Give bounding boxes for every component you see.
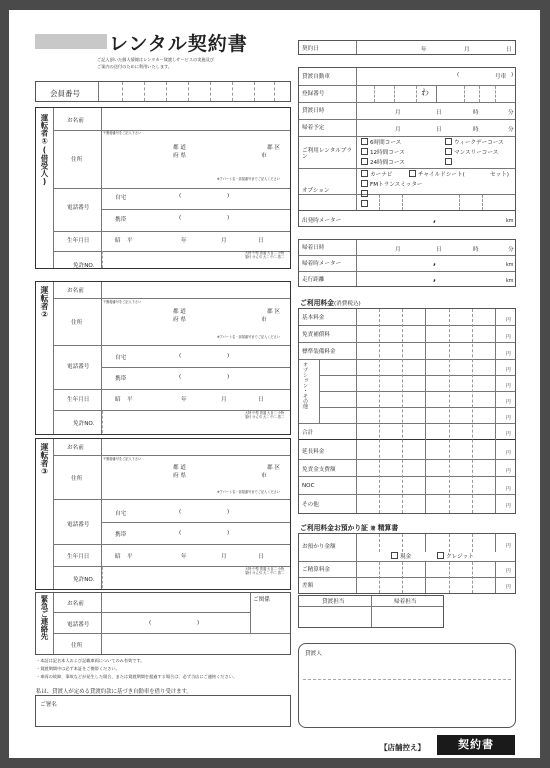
fee-noc-label: NOC: [302, 483, 315, 489]
vehicle-paren-open: (: [457, 72, 460, 78]
reg-wa: わ: [421, 88, 429, 97]
staff-return-label: 帰着担当: [394, 599, 417, 605]
emergency-address-label: 住所: [71, 643, 83, 649]
deposit-cash[interactable]: [391, 552, 411, 560]
store-copy-label: 【店舗控え】: [380, 743, 425, 752]
driver3-birthday-input[interactable]: [102, 545, 289, 564]
driver3-mobile-label: 携帯: [115, 532, 127, 538]
driver3-birthday-label: 生年月日: [67, 554, 90, 560]
plan-other-checkbox[interactable]: [445, 158, 452, 165]
diff-label: 差額: [302, 583, 314, 589]
fee-other-label: その他: [302, 502, 319, 508]
driver3-month: 月: [221, 554, 227, 560]
vehicle-paren-close: ): [511, 72, 514, 78]
driver1-day: 日: [258, 238, 264, 244]
driver1-license-types: 大特 中型 普通 大自二 小特 原付 けん引 大二 中二 普二: [245, 251, 285, 259]
driver2-name-input[interactable]: [102, 282, 289, 296]
fees-tax-note: (消費税込): [333, 301, 361, 307]
driver3-license-input[interactable]: [102, 567, 243, 588]
driver3-license-types: 大特 中型 普通 大自二 小特 原付 けん引 大二 中二 普二: [245, 567, 285, 575]
rental-month: 月: [395, 110, 401, 116]
fee-yen-1: 円: [506, 318, 511, 323]
depart-meter-comma: ,: [433, 215, 437, 224]
deposit-cash-label: 現金: [400, 554, 412, 560]
plan-12h[interactable]: [361, 148, 405, 156]
deposit-credit[interactable]: [437, 552, 474, 560]
driver3-home-paren-open: (: [179, 509, 182, 515]
fee-equipment-label: 標準装備料金: [302, 349, 336, 355]
rental-minute: 分: [508, 110, 514, 116]
driver1-ku: 郡 区: [267, 145, 280, 151]
fee-yen-9: 円: [506, 451, 511, 456]
driver3-mobile-paren-close: ): [227, 530, 230, 536]
deposit-input[interactable]: [356, 534, 515, 551]
fees-title-text: ご利用料金: [300, 299, 334, 307]
signature-box[interactable]: [35, 695, 291, 727]
deposit-credit-label: クレジット: [446, 554, 474, 560]
driver3-showa: 昭: [115, 554, 121, 560]
driver1-phone-label: 電話番号: [67, 205, 90, 211]
driver1-address-input[interactable]: [102, 130, 289, 186]
fee-amounts-input[interactable]: [356, 309, 515, 513]
driver2-label: 運転者②: [40, 286, 49, 319]
contract-date-year: 年: [421, 47, 427, 53]
logo-placeholder: [35, 34, 107, 49]
settle-title-3: 精算書: [377, 524, 399, 532]
fee-yen-12: 円: [506, 504, 511, 509]
driver2-home-paren-open: (: [179, 353, 182, 359]
driver2-license-input[interactable]: [102, 411, 243, 433]
return-minute: 分: [508, 247, 514, 253]
option-blank2[interactable]: [361, 200, 370, 208]
staff-rent-label: 貸渡担当: [322, 599, 345, 605]
fee-yen-8: 円: [506, 432, 511, 437]
contract-badge: [437, 735, 515, 755]
driver1-month: 月: [221, 238, 227, 244]
plan-12h-label: 12時間コース: [370, 150, 405, 156]
emergency-name-input[interactable]: [102, 593, 248, 611]
contract-date-label: 契約日: [302, 46, 319, 52]
option-childseat-checkbox[interactable]: [409, 170, 416, 177]
settle-title-1: ご利用料金お預かり証: [300, 524, 368, 532]
plan-6h-label: 6時間コース: [370, 140, 402, 146]
option-fm[interactable]: [361, 180, 423, 188]
fees-title: [300, 297, 361, 307]
plan-other[interactable]: [445, 158, 454, 166]
plan-label: ご利用レンタルプラン: [302, 148, 352, 161]
driver1-address-label: 住所: [71, 157, 83, 163]
driver1-mobile-paren-open: (: [179, 215, 182, 221]
driver2-mobile-label: 携帯: [115, 376, 127, 382]
plan-12h-checkbox[interactable]: [361, 148, 368, 155]
driver1-phone-input[interactable]: [102, 188, 289, 230]
vehicle-no-label: 号車: [495, 74, 507, 80]
settle-title: [300, 522, 398, 532]
page-title: レンタル契約書: [109, 33, 248, 55]
option-label: オプション: [302, 188, 330, 194]
emergency-paren-open: (: [149, 620, 152, 626]
distance-input[interactable]: [356, 271, 515, 286]
return-month: 月: [395, 247, 401, 253]
return-plan-month: 月: [395, 127, 401, 133]
driver2-shi: 市: [261, 317, 267, 323]
return-meter-label: 帰着時メーター: [302, 261, 342, 267]
driver2-mobile-paren-open: (: [179, 374, 182, 380]
emergency-name-label: お名前: [67, 601, 84, 607]
return-plan-day: 日: [436, 127, 442, 133]
fee-yen-10: 円: [506, 469, 511, 474]
depart-meter-label: 出発時メーター: [302, 218, 342, 224]
return-hour: 時: [473, 247, 479, 253]
plan-weekday-label: ウィークデーコース: [454, 140, 504, 146]
driver2-birthday-input[interactable]: [102, 389, 289, 408]
return-plan-hour: 時: [473, 127, 479, 133]
option-navi-label: カーナビ: [370, 172, 393, 178]
depart-meter-km: km: [506, 219, 514, 224]
driver3-mobile-paren-open: (: [179, 530, 182, 536]
emergency-phone-label: 電話番号: [67, 622, 90, 628]
diff-input[interactable]: [356, 577, 515, 593]
plan-monthly-checkbox[interactable]: [445, 148, 452, 155]
agreement-text: 私は、貸渡人が定める貸渡約款に基づき自動車を借り受けます。: [36, 689, 192, 695]
return-meter-comma: ,: [433, 258, 437, 267]
emergency-paren-close: ): [197, 620, 200, 626]
signature-label: ご署名: [40, 702, 57, 708]
plan-monthly[interactable]: [445, 148, 498, 156]
driver1-license-label: 免許NO.: [73, 263, 95, 269]
driver1-birthday-input[interactable]: [102, 231, 289, 249]
driver1-heisei: 平: [127, 238, 133, 244]
driver2-home-paren-close: ): [227, 353, 230, 359]
option-blank1[interactable]: [361, 190, 370, 198]
driver1-mobile-label: 携帯: [115, 217, 127, 223]
fee-option-column-label: オプション・その他: [302, 362, 308, 409]
driver3-postal-hint: 〒郵便番号をご記入下さい: [103, 457, 142, 461]
plan-weekday[interactable]: [445, 138, 504, 146]
plan-24h-label: 24時間コース: [370, 160, 405, 166]
member-number-field[interactable]: [35, 81, 291, 102]
driver2-postal-hint: 〒郵便番号をご記入下さい: [103, 300, 142, 304]
plan-24h-checkbox[interactable]: [361, 158, 368, 165]
driver2-address-label: 住所: [71, 320, 83, 326]
driver3-name-label: お名前: [67, 445, 84, 451]
contract-sheet: [9, 10, 540, 758]
driver3-home-paren-close: ): [227, 509, 230, 515]
fee-extension-label: 延長料金: [302, 449, 325, 455]
footer-note-1: ・本証は記名本人および記載車両についてのみ有効です。: [36, 658, 145, 663]
driver3-apartment-hint: ※アパート名・部屋番号までご記入ください: [217, 490, 280, 494]
diff-yen: 円: [506, 585, 511, 590]
option-navi[interactable]: [361, 170, 392, 178]
driver1-home-label: 自宅: [115, 195, 127, 201]
settle-amount-label: ご精算料金: [302, 567, 330, 573]
option-fm-checkbox[interactable]: [361, 180, 368, 187]
deposit-yen: 円: [506, 544, 511, 549]
fee-yen-3: 円: [506, 352, 511, 357]
option-navi-checkbox[interactable]: [361, 170, 368, 177]
driver3-day: 日: [258, 554, 264, 560]
emergency-label: 緊急ご連絡先: [40, 595, 49, 640]
rental-hour: 時: [473, 110, 479, 116]
driver3-todo: 都 道: [173, 465, 186, 471]
driver3-license-label: 免許NO.: [73, 577, 95, 583]
driver2-apartment-hint: ※アパート名・部屋番号までご記入ください: [217, 335, 280, 339]
driver1-name-label: お名前: [67, 118, 84, 124]
driver3-home-label: 自宅: [115, 511, 127, 517]
driver2-address-input[interactable]: [102, 298, 289, 342]
reg-no-input[interactable]: [356, 85, 515, 101]
driver1-postal-hint: 〒郵便番号をご記入下さい: [103, 131, 142, 135]
driver3-shi: 市: [261, 473, 267, 479]
fee-yen-2: 円: [506, 335, 511, 340]
fee-basic-label: 基本料金: [302, 315, 325, 321]
fee-yen-5: 円: [506, 384, 511, 389]
driver3-label: 運転者③: [40, 443, 49, 476]
driver3-ku: 郡 区: [267, 465, 280, 471]
driver1-home-paren-open: (: [179, 193, 182, 199]
footer-note-3: ・車両の故障、事故などが発生した場合、または貸渡期間を超過する場合は、必ず当店にご連絡ください。: [36, 674, 238, 679]
driver2-home-label: 自宅: [115, 355, 127, 361]
fee-yen-4: 円: [506, 368, 511, 373]
distance-comma: ,: [433, 274, 437, 283]
emergency-phone-input[interactable]: [102, 613, 248, 631]
return-datetime-label: 帰着日時: [302, 245, 325, 251]
member-number-label: 会員番号: [50, 89, 80, 98]
driver2-showa: 昭: [115, 397, 121, 403]
driver2-name-label: お名前: [67, 288, 84, 294]
driver3-address-input[interactable]: [102, 455, 289, 497]
driver1-todo: 都 道: [173, 145, 186, 151]
fee-yen-11: 円: [506, 487, 511, 492]
vehicle-label: 貸渡自動車: [302, 74, 330, 80]
emergency-relation-label: ご関係: [253, 597, 270, 603]
driver3-heisei: 平: [127, 554, 133, 560]
rental-day: 日: [436, 110, 442, 116]
driver2-month: 月: [221, 397, 227, 403]
driver1-showa: 昭: [115, 238, 121, 244]
driver2-fuken: 府 県: [173, 317, 186, 323]
rental-datetime-label: 貸渡日時: [302, 108, 325, 114]
driver3-phone-input[interactable]: [102, 500, 289, 542]
driver3-phone-label: 電話番号: [67, 522, 90, 528]
fee-yen-6: 円: [506, 400, 511, 405]
emergency-relation-input[interactable]: [250, 593, 289, 631]
driver2-heisei: 平: [127, 397, 133, 403]
plan-monthly-label: マンスリーコース: [454, 150, 499, 156]
emergency-address-input[interactable]: [102, 634, 289, 653]
option-fm-label: FMトランスミッター: [370, 182, 423, 188]
driver2-year: 年: [181, 397, 187, 403]
driver1-shi: 市: [261, 153, 267, 159]
driver3-address-label: 住所: [71, 476, 83, 482]
driver3-name-input[interactable]: [102, 439, 289, 453]
return-meter-input[interactable]: [356, 255, 515, 269]
deposit-credit-checkbox[interactable]: [437, 552, 444, 559]
fee-yen-7: 円: [506, 416, 511, 421]
deposit-cash-checkbox[interactable]: [391, 552, 398, 559]
fee-total-label: 合計: [302, 430, 314, 436]
driver1-label: 運転者①(借受人): [40, 114, 49, 186]
driver2-phone-input[interactable]: [102, 345, 289, 387]
return-plan-minute: 分: [508, 127, 514, 133]
plan-24h[interactable]: [361, 158, 405, 166]
return-day: 日: [436, 247, 442, 253]
distance-km: km: [506, 279, 514, 284]
vehicle-input[interactable]: [356, 68, 515, 84]
driver2-phone-label: 電話番号: [67, 364, 90, 370]
plan-weekday-checkbox[interactable]: [445, 138, 452, 145]
driver3-year: 年: [181, 554, 187, 560]
plan-6h-checkbox[interactable]: [361, 138, 368, 145]
return-plan-input[interactable]: [356, 119, 515, 135]
settle-amount-input[interactable]: [356, 561, 515, 576]
rental-datetime-input[interactable]: [356, 102, 515, 118]
driver2-license-types: 大特 中型 普通 大自二 小特 原付 けん引 大二 中二 普二: [245, 411, 285, 419]
option-childseat[interactable]: [409, 170, 465, 178]
deposit-label: お預かり金額: [302, 544, 336, 550]
driver2-todo: 都 道: [173, 309, 186, 315]
reg-no-label: 登録番号: [302, 91, 325, 97]
contract-badge-label: 契約書: [458, 738, 494, 751]
option-blank2-checkbox[interactable]: [361, 200, 368, 207]
contract-date-month: 月: [464, 47, 470, 53]
staff-rent-input[interactable]: [299, 606, 370, 627]
footer-note-2: ・貸渡期間中は必ず本証をご携帯ください。: [36, 666, 120, 671]
distance-label: 走行距離: [302, 277, 325, 283]
driver2-license-label: 免許NO.: [73, 421, 95, 427]
return-meter-km: km: [506, 263, 514, 268]
option-blank1-checkbox[interactable]: [361, 190, 368, 197]
driver1-apartment-hint: ※アパート名・部屋番号までご記入ください: [217, 177, 280, 181]
contract-date-day: 日: [506, 47, 512, 53]
option-childseat-set: セット): [490, 172, 509, 178]
lender-input[interactable]: [301, 658, 513, 724]
lender-label: 貸渡人: [305, 651, 322, 657]
driver1-year: 年: [181, 238, 187, 244]
driver1-home-paren-close: ): [227, 193, 230, 199]
privacy-note-1: ご記入頂いた個人情報はレンタカー貸渡しサービスの実施及び: [97, 57, 214, 62]
driver1-name-input[interactable]: [102, 109, 289, 128]
staff-return-input[interactable]: [371, 606, 443, 627]
driver1-mobile-paren-close: ): [227, 215, 230, 221]
driver1-license-input[interactable]: [102, 251, 243, 268]
driver2-birthday-label: 生年月日: [67, 397, 90, 403]
return-datetime-input[interactable]: [356, 240, 515, 254]
fee-deductible-label: 免責金支費額: [302, 467, 336, 473]
driver1-fuken: 府 県: [173, 153, 186, 159]
depart-meter-input[interactable]: [356, 211, 515, 226]
driver1-birthday-label: 生年月日: [67, 238, 90, 244]
privacy-note-2: ご案内の送付のために利用いたします。: [97, 64, 173, 69]
plan-6h[interactable]: [361, 138, 401, 146]
settle-title-2: 兼: [370, 526, 376, 532]
fee-waiver-label: 免責補償料: [302, 332, 330, 338]
return-plan-label: 帰着予定: [302, 125, 325, 131]
contract-date-input[interactable]: [356, 41, 515, 54]
driver2-mobile-paren-close: ): [227, 374, 230, 380]
settle-amount-yen: 円: [506, 569, 511, 574]
driver2-day: 日: [258, 397, 264, 403]
option-childseat-label: チャイルドシート(: [418, 172, 465, 178]
driver3-fuken: 府 県: [173, 473, 186, 479]
driver2-ku: 郡 区: [267, 309, 280, 315]
